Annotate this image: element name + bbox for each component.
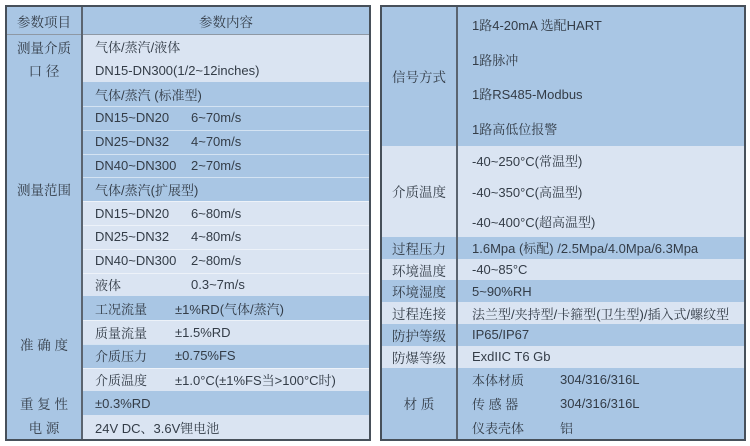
spec-text: 1路脉冲 bbox=[472, 52, 519, 68]
param-line bbox=[458, 259, 744, 281]
row-content bbox=[458, 346, 744, 368]
row-label: 防爆等级 bbox=[382, 346, 458, 368]
spec-name: DN25~DN32 bbox=[95, 134, 170, 150]
spec-text: 24V DC、3.6V锂电池 bbox=[95, 420, 220, 436]
spec-text: -40~85°C bbox=[472, 262, 528, 278]
param-group bbox=[7, 296, 369, 391]
param-group bbox=[382, 237, 744, 259]
spec-value: ±1%RD(气体/蒸汽) bbox=[175, 301, 284, 317]
row-label: 测量介质 bbox=[7, 35, 83, 59]
spec-name: DN25~DN32 bbox=[95, 229, 170, 245]
row-content bbox=[458, 324, 744, 346]
spec-value: 304/316/316L bbox=[560, 395, 640, 411]
param-line bbox=[83, 177, 369, 201]
param-line bbox=[83, 82, 369, 106]
param-line bbox=[83, 296, 369, 320]
spec-value: 铝 bbox=[560, 420, 574, 436]
spec-text: 气体/蒸汽(扩展型) bbox=[95, 182, 199, 198]
row-label: 重 复 性 bbox=[7, 391, 83, 415]
param-line bbox=[83, 225, 369, 249]
param-line bbox=[83, 320, 369, 344]
row-content bbox=[83, 35, 369, 59]
spec-value: 4~70m/s bbox=[191, 134, 242, 150]
spec-text: 法兰型/夹持型/卡箍型(卫生型)/插入式/螺纹型 bbox=[472, 306, 730, 322]
row-content bbox=[458, 146, 744, 237]
spec-text: 1路4-20mA 选配HART bbox=[472, 17, 602, 33]
param-line bbox=[83, 106, 369, 130]
header-cell-parameter-content: 参数内容 bbox=[199, 14, 253, 30]
row-label: 口 径 bbox=[7, 59, 83, 83]
param-line bbox=[458, 302, 744, 324]
spec-text: ±0.3%RD bbox=[95, 395, 151, 411]
param-group bbox=[7, 59, 369, 83]
param-line bbox=[458, 146, 744, 176]
param-group bbox=[382, 346, 744, 368]
row-content bbox=[83, 391, 369, 415]
right-table-body bbox=[382, 7, 744, 439]
param-line bbox=[458, 111, 744, 146]
row-label: 电 源 bbox=[7, 415, 83, 439]
param-line bbox=[83, 154, 369, 178]
spec-text: -40~250°C(常温型) bbox=[472, 154, 583, 170]
param-group bbox=[382, 280, 744, 302]
param-line bbox=[83, 201, 369, 225]
left-table-body bbox=[7, 35, 369, 439]
spec-value: ±0.75%FS bbox=[175, 348, 236, 364]
table-header-row bbox=[7, 7, 369, 35]
param-line bbox=[458, 280, 744, 302]
row-content bbox=[83, 82, 369, 296]
spec-text: ExdIIC T6 Gb bbox=[472, 349, 551, 365]
row-label: 环境温度 bbox=[382, 259, 458, 281]
param-group bbox=[7, 82, 369, 296]
param-line bbox=[83, 273, 369, 297]
param-line bbox=[83, 59, 369, 83]
spec-text: 5~90%RH bbox=[472, 283, 532, 299]
param-line bbox=[458, 7, 744, 42]
spec-value: 2~70m/s bbox=[191, 158, 242, 174]
parameter-table-right bbox=[380, 5, 746, 441]
row-label: 过程压力 bbox=[382, 237, 458, 259]
param-line bbox=[458, 324, 744, 346]
spec-text: 1路高低位报警 bbox=[472, 121, 558, 137]
param-line bbox=[83, 391, 369, 415]
spec-value: 304/316/316L bbox=[560, 372, 640, 388]
row-label: 测量范围 bbox=[7, 82, 83, 296]
param-line bbox=[83, 415, 369, 439]
param-line bbox=[458, 346, 744, 368]
row-label: 介质温度 bbox=[382, 146, 458, 237]
param-line bbox=[83, 344, 369, 368]
spec-text: -40~350°C(高温型) bbox=[472, 184, 583, 200]
spec-text: -40~400°C(超高温型) bbox=[472, 215, 596, 231]
spec-text: IP65/IP67 bbox=[472, 327, 530, 343]
row-label: 过程连接 bbox=[382, 302, 458, 324]
spec-text: 1.6Mpa (标配) /2.5Mpa/4.0Mpa/6.3Mpa bbox=[472, 241, 699, 257]
row-label: 环境湿度 bbox=[382, 280, 458, 302]
row-label: 准 确 度 bbox=[7, 296, 83, 391]
param-group bbox=[7, 35, 369, 59]
row-content bbox=[458, 368, 744, 439]
spec-text: DN15-DN300(1/2~12inches) bbox=[95, 62, 260, 78]
param-line bbox=[458, 368, 744, 392]
spec-name: 工况流量 bbox=[95, 301, 148, 317]
param-group bbox=[382, 324, 744, 346]
row-label: 材 质 bbox=[382, 368, 458, 439]
param-line bbox=[458, 207, 744, 237]
row-content bbox=[458, 302, 744, 324]
header-cell-parameter-item: 参数项目 bbox=[7, 7, 83, 35]
param-line bbox=[458, 237, 744, 259]
spec-name: DN15~DN20 bbox=[95, 110, 170, 126]
spec-text: 气体/蒸汽 (标准型) bbox=[95, 87, 202, 103]
row-content bbox=[458, 280, 744, 302]
parameter-table-left bbox=[5, 5, 371, 441]
row-label: 信号方式 bbox=[382, 7, 458, 146]
param-group bbox=[382, 259, 744, 281]
row-content bbox=[458, 237, 744, 259]
row-content bbox=[83, 59, 369, 83]
spec-name: 液体 bbox=[95, 277, 122, 293]
row-content bbox=[83, 415, 369, 439]
param-line bbox=[83, 35, 369, 59]
spec-name: 介质温度 bbox=[95, 373, 148, 389]
param-group bbox=[7, 391, 369, 415]
spec-text: 1路RS485-Modbus bbox=[472, 87, 583, 103]
row-content bbox=[83, 296, 369, 391]
spec-name: 质量流量 bbox=[95, 325, 148, 341]
spec-value: 4~80m/s bbox=[191, 229, 242, 245]
spec-value: ±1.0°C(±1%FS当>100°C时) bbox=[175, 373, 336, 389]
param-group bbox=[382, 7, 744, 146]
param-line bbox=[83, 368, 369, 392]
spec-name: 传 感 器 bbox=[472, 396, 519, 412]
param-line bbox=[458, 76, 744, 111]
spec-value: 6~80m/s bbox=[191, 205, 242, 221]
param-line bbox=[83, 130, 369, 154]
spec-name: 介质压力 bbox=[95, 349, 148, 365]
spec-text: 气体/蒸汽/液体 bbox=[95, 40, 181, 56]
spec-value: ±1.5%RD bbox=[175, 324, 231, 340]
param-line bbox=[458, 391, 744, 415]
spec-name: DN40~DN300 bbox=[95, 158, 177, 174]
row-content bbox=[458, 7, 744, 146]
row-label: 防护等级 bbox=[382, 324, 458, 346]
param-line bbox=[83, 249, 369, 273]
param-line bbox=[458, 42, 744, 77]
spec-value: 2~80m/s bbox=[191, 253, 242, 269]
spec-name: 仪表壳体 bbox=[472, 420, 525, 436]
spec-name: 本体材质 bbox=[472, 373, 525, 389]
spec-value: 0.3~7m/s bbox=[191, 276, 245, 292]
param-line bbox=[458, 415, 744, 439]
spec-name: DN15~DN20 bbox=[95, 205, 170, 221]
spec-value: 6~70m/s bbox=[191, 110, 242, 126]
param-line bbox=[458, 176, 744, 206]
spec-name: DN40~DN300 bbox=[95, 253, 177, 269]
param-group bbox=[382, 146, 744, 237]
param-group bbox=[7, 415, 369, 439]
param-group bbox=[382, 302, 744, 324]
param-group bbox=[382, 368, 744, 439]
row-content bbox=[458, 259, 744, 281]
